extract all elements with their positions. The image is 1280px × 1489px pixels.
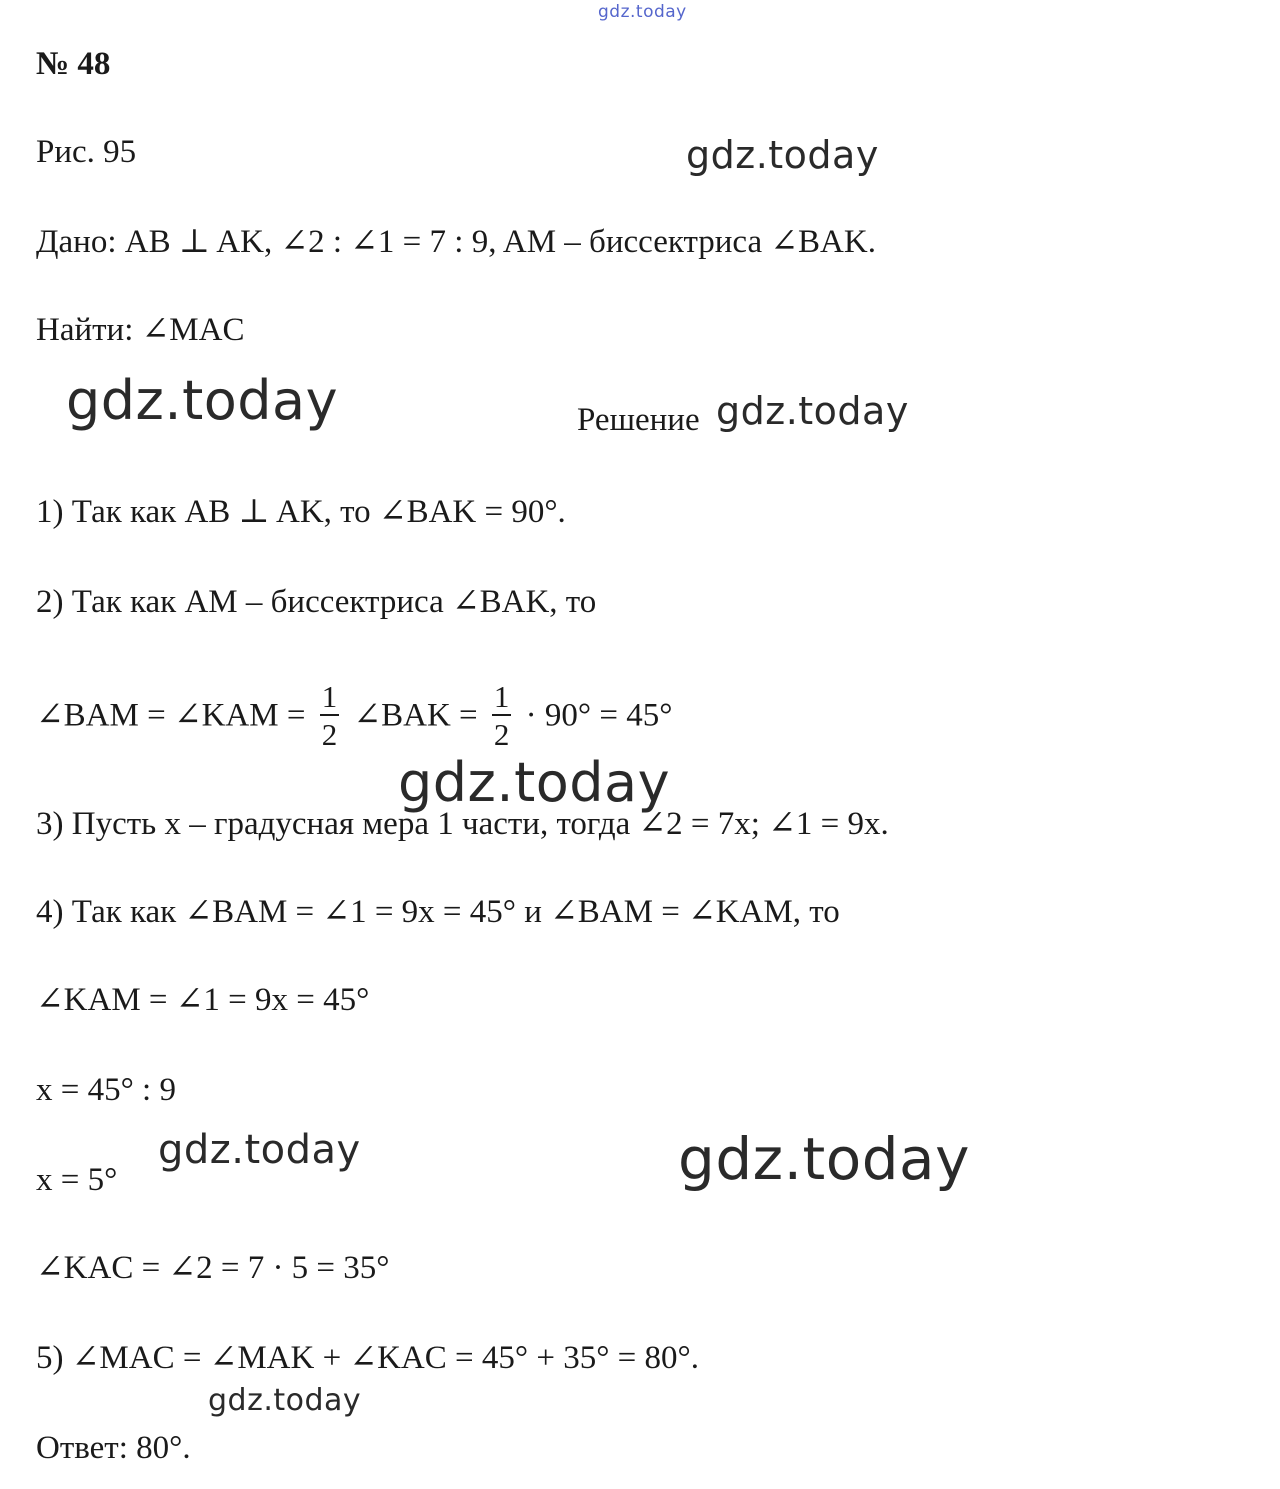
watermark: gdz.today bbox=[158, 1127, 361, 1173]
step-4-division: x = 45° : 9 bbox=[36, 1072, 176, 1108]
step-2-equation bbox=[36, 674, 672, 754]
fraction-one-half bbox=[492, 678, 512, 752]
step-4-result: x = 5° bbox=[36, 1162, 118, 1198]
watermark: gdz.today bbox=[66, 369, 339, 432]
answer: Ответ: 80°. bbox=[36, 1430, 191, 1466]
equation-part-a: ∠BAM = ∠KAM = bbox=[36, 697, 306, 734]
fraction-denominator: 2 bbox=[321, 716, 338, 752]
watermark: gdz.today bbox=[208, 1383, 362, 1418]
watermark: gdz.today bbox=[686, 133, 879, 177]
given-statement: Дано: AB ⊥ AK, ∠2 : ∠1 = 7 : 9, AM – биссектриса ∠BAK. bbox=[36, 224, 876, 260]
watermark-top: gdz.today bbox=[598, 2, 687, 22]
step-2: 2) Так как AM – биссектриса ∠BAK, то bbox=[36, 584, 597, 620]
equation-part-c: · 90° = 45° bbox=[525, 697, 673, 734]
equation-part-b: ∠BAK = bbox=[353, 697, 478, 734]
step-4-angle-kac: ∠KAC = ∠2 = 7 · 5 = 35° bbox=[36, 1250, 390, 1286]
watermark: gdz.today bbox=[398, 751, 671, 814]
step-4-equation: ∠KAM = ∠1 = 9x = 45° bbox=[36, 982, 370, 1018]
find-statement: Найти: ∠MAC bbox=[36, 312, 245, 348]
step-4: 4) Так как ∠BAM = ∠1 = 9x = 45° и ∠BAM = ∠KAM, то bbox=[36, 894, 840, 930]
problem-number: № 48 bbox=[36, 46, 111, 82]
figure-reference: Рис. 95 bbox=[36, 134, 137, 170]
fraction-one-half bbox=[320, 678, 340, 752]
step-5: 5) ∠MAC = ∠MAK + ∠KAC = 45° + 35° = 80°. bbox=[36, 1340, 699, 1376]
fraction-numerator: 1 bbox=[321, 678, 338, 714]
solution-heading: Решение bbox=[577, 402, 700, 438]
step-3: 3) Пусть x – градусная мера 1 части, тогда ∠2 = 7x; ∠1 = 9x. bbox=[36, 806, 889, 842]
fraction-denominator: 2 bbox=[493, 716, 510, 752]
fraction-numerator: 1 bbox=[493, 678, 510, 714]
step-1: 1) Так как AB ⊥ AK, то ∠BAK = 90°. bbox=[36, 494, 566, 530]
watermark: gdz.today bbox=[678, 1125, 970, 1193]
watermark: gdz.today bbox=[716, 389, 909, 433]
